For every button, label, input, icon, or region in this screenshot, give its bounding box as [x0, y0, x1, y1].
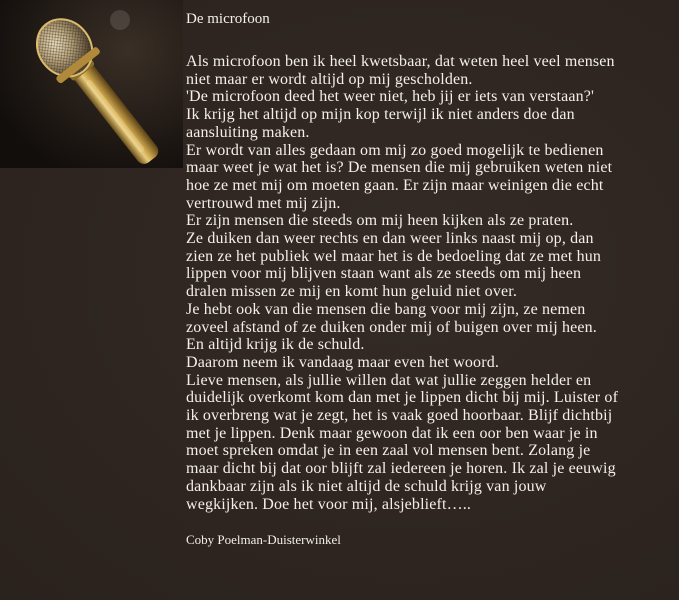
poem-line: dankbaar zijn als ik niet altijd de schuld krijg van jouw — [186, 477, 547, 495]
poem-line: Ze duiken dan weer rechts en dan weer links naast mij op, dan — [186, 230, 594, 248]
poem-line: lippen voor mij blijven staan want als ze steeds om mij heen — [186, 265, 582, 283]
poem-line: Ik krijg het altijd op mijn kop terwijl ik niet anders doe dan — [186, 106, 575, 124]
poem-line: Daarom neem ik vandaag maar even het woord. — [186, 353, 499, 371]
poem-title: De microfoon — [186, 11, 270, 27]
poem-line: maar weet je wat het is? De mensen die mij gebruiken weten niet — [186, 159, 613, 177]
poem-line: duidelijk overkomt kom dan met je lippen dicht bij mij. Luister of — [186, 389, 619, 407]
poem-line: Als microfoon ben ik heel kwetsbaar, dat weten heel veel mensen — [186, 53, 615, 70]
poem-line: Er zijn mensen die steeds om mij heen kijken als ze praten. — [186, 212, 574, 230]
poem-line: wegkijken. Doe het voor mij, alsjeblieft….. — [186, 495, 472, 513]
author-signature: Coby Poelman-Duisterwinkel — [186, 532, 341, 548]
poem-text-block — [186, 10, 674, 548]
poem-line: zoveel afstand of ze duiken onder mij of buigen over mij heen. — [186, 318, 597, 336]
poem-line: 'De microfoon deed het weer niet, heb jij er iets van verstaan?' — [186, 88, 595, 106]
poem-line: hoe ze met mij om moeten gaan. Er zijn maar weinigen die echt — [186, 176, 604, 194]
poem-line: met je lippen. Denk maar gewoon dat ik een oor ben waar je in — [186, 424, 598, 442]
poem-line: Er wordt van alles gedaan om mij zo goed mogelijk te bedienen — [186, 141, 604, 159]
poem-line: Lieve mensen, als jullie willen dat wat jullie zeggen helder en — [186, 371, 592, 389]
poem-body — [186, 53, 674, 513]
poem-line: dralen missen ze mij en komt hun geluid niet over. — [186, 283, 517, 301]
microphone-image — [0, 0, 183, 168]
poem-line: niet maar er wordt altijd op mij gescholden. — [186, 70, 473, 88]
poem-line: En altijd krijg ik de schuld. — [186, 336, 365, 354]
poem-line: Je hebt ook van die mensen die bang voor mij zijn, ze nemen — [186, 300, 586, 318]
poem-line: moet spreken omdat je in een zaal vol mensen bent. Zolang je — [186, 442, 591, 460]
poem-line: aansluiting maken. — [186, 123, 310, 141]
poem-line: vertrouwd met mij zijn. — [186, 194, 341, 212]
poem-line: ik overbreng wat je zegt, het is vaak goed hoorbaar. Blijf dichtbij — [186, 407, 613, 425]
poem-line: maar dicht bij dat oor blijft zal iedereen je horen. Ik zal je eeuwig — [186, 460, 616, 478]
poem-line: zien ze het publiek wel maar het is de bedoeling dat ze met hun — [186, 247, 602, 265]
